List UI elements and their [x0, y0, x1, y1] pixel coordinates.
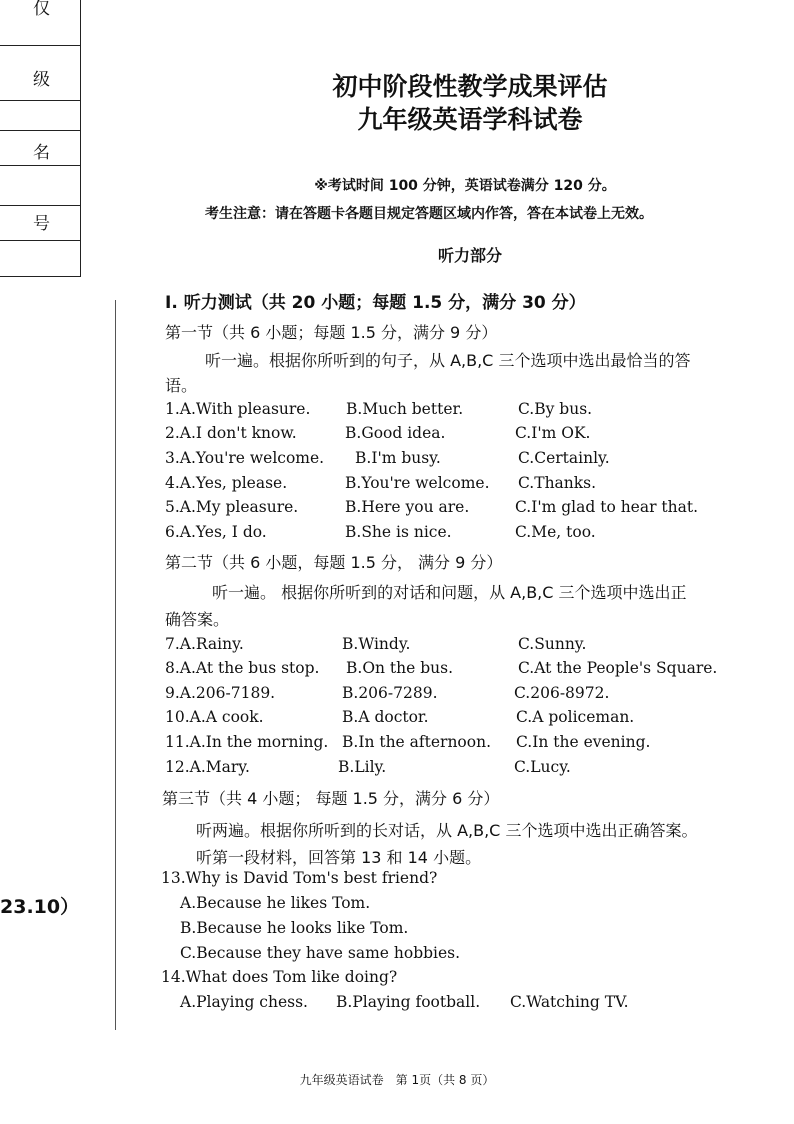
q4-option-a: 4.A.Yes, please.: [165, 474, 288, 492]
part-title: 听力部分: [437, 246, 502, 265]
section-2-instruction: 听一遍。 根据你所听到的对话和问题，从 A,B,C 三个选项中选出正: [212, 583, 687, 602]
section-1-instruction-cont: 语。: [165, 376, 198, 395]
q8-option-b: B.On the bus.: [346, 659, 454, 677]
q6-option-c: C.Me, too.: [515, 523, 596, 541]
q4-option-c: C.Thanks.: [518, 474, 597, 492]
binding-line: [0, 165, 80, 166]
q10-option-a: 10.A.A cook.: [165, 708, 264, 726]
exam-title: 初中阶段性教学成果评估: [332, 72, 608, 101]
q9-option-a: 9.A.206-7189.: [165, 684, 276, 702]
section-3-instruction: 听两遍。根据你所听到的长对话，从 A,B,C 三个选项中选出正确答案。: [196, 821, 698, 840]
q9-option-b: B.206-7289.: [342, 684, 438, 702]
q5-option-c: C.I'm glad to hear that.: [515, 498, 699, 516]
binding-line: [0, 240, 80, 241]
section-2-instruction-cont: 确答案。: [165, 610, 230, 629]
q11-option-a: 11.A.In the morning.: [165, 733, 329, 751]
q14-option-b: B.Playing football.: [336, 993, 481, 1011]
section-1-heading: 第一节（共 6 小题；每题 1.5 分，满分 9 分）: [165, 323, 498, 342]
q14-stem: 14.What does Tom like doing?: [161, 968, 398, 986]
q2-option-c: C.I'm OK.: [515, 424, 591, 442]
q7-option-c: C.Sunny.: [518, 635, 587, 653]
q7-option-a: 7.A.Rainy.: [165, 635, 244, 653]
binding-line: [0, 205, 80, 206]
section-3-heading: 第三节（共 4 小题； 每题 1.5 分，满分 6 分）: [162, 789, 500, 808]
section-i-heading: I. 听力测试（共 20 小题；每题 1.5 分，满分 30 分）: [165, 293, 586, 313]
q11-option-b: B.In the afternoon.: [342, 733, 492, 751]
binding-label-name: 名: [33, 143, 50, 163]
q9-option-c: C.206-8972.: [514, 684, 610, 702]
q2-option-a: 2.A.I don't know.: [165, 424, 297, 442]
q11-option-c: C.In the evening.: [516, 733, 651, 751]
q4-option-b: B.You're welcome.: [345, 474, 490, 492]
exam-subtitle: 九年级英语学科试卷: [357, 105, 583, 134]
q8-option-a: 8.A.At the bus stop.: [165, 659, 320, 677]
q13-option-c: C.Because they have same hobbies.: [180, 944, 461, 962]
page-footer: 九年级英语试卷 第 1页（共 8 页）: [299, 1073, 495, 1087]
q10-option-b: B.A doctor.: [342, 708, 429, 726]
q2-option-b: B.Good idea.: [345, 424, 446, 442]
q1-option-c: C.By bus.: [518, 400, 593, 418]
q13-stem: 13.Why is David Tom's best friend?: [161, 869, 438, 887]
exam-attention-note: 考生注意：请在答题卡各题目规定答题区域内作答，答在本试卷上无效。: [205, 206, 653, 222]
q14-option-a: A.Playing chess.: [180, 993, 308, 1011]
section-1-instruction: 听一遍。根据你所听到的句子，从 A,B,C 三个选项中选出最恰当的答: [205, 351, 691, 370]
q7-option-b: B.Windy.: [342, 635, 411, 653]
q3-option-b: B.I'm busy.: [355, 449, 441, 467]
q5-option-a: 5.A.My pleasure.: [165, 498, 299, 516]
q3-option-a: 3.A.You're welcome.: [165, 449, 325, 467]
q8-option-c: C.At the People's Square.: [518, 659, 718, 677]
q1-option-a: 1.A.With pleasure.: [165, 400, 311, 418]
q13-option-b: B.Because he looks like Tom.: [180, 919, 409, 937]
exam-time-note: ※考试时间 100 分钟，英语试卷满分 120 分。: [314, 178, 616, 194]
q6-option-a: 6.A.Yes, I do.: [165, 523, 267, 541]
section-3-material-note: 听第一段材料，回答第 13 和 14 小题。: [196, 848, 482, 867]
q12-option-c: C.Lucy.: [514, 758, 571, 776]
side-date-fragment: 23.10）: [0, 896, 80, 918]
q12-option-b: B.Lily.: [338, 758, 387, 776]
q13-option-a: A.Because he likes Tom.: [180, 894, 371, 912]
q14-option-c: C.Watching TV.: [510, 993, 629, 1011]
binding-label-grade: 级: [33, 70, 50, 90]
q10-option-c: C.A policeman.: [516, 708, 635, 726]
binding-label-class: 仅: [33, 0, 50, 19]
q1-option-b: B.Much better.: [346, 400, 464, 418]
binding-margin-box: [0, 0, 81, 277]
binding-label-number: 号: [33, 214, 50, 234]
section-2-heading: 第二节（共 6 小题，每题 1.5 分， 满分 9 分）: [165, 553, 503, 572]
q5-option-b: B.Here you are.: [345, 498, 470, 516]
q12-option-a: 12.A.Mary.: [165, 758, 250, 776]
binding-line: [0, 45, 80, 46]
q3-option-c: C.Certainly.: [518, 449, 610, 467]
margin-rule: [115, 300, 116, 1030]
q6-option-b: B.She is nice.: [345, 523, 452, 541]
